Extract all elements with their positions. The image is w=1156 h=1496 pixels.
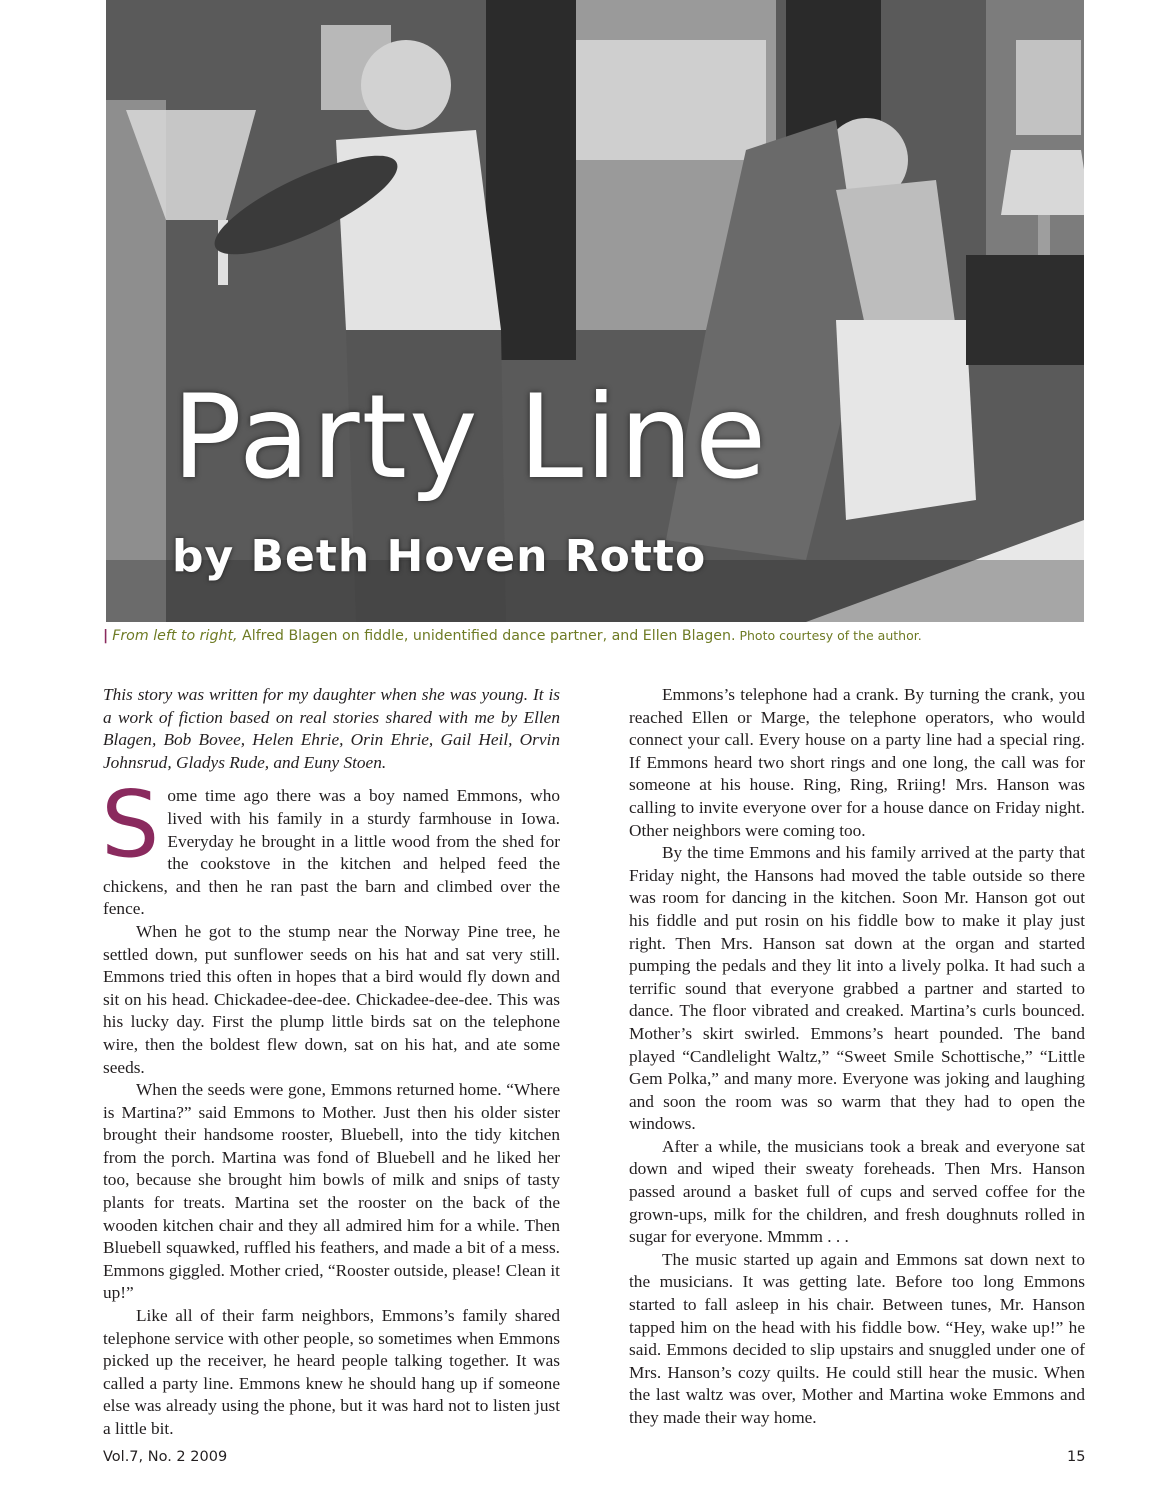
caption-text: Alfred Blagen on fiddle, unidentified dance partner, and Ellen Blagen. xyxy=(237,628,736,644)
caption-credit: Photo courtesy of the author. xyxy=(735,628,922,643)
article-title: Party Line xyxy=(172,370,769,505)
paragraph: The music started up again and Emmons sat down next to the musicians. It was getting late. Before too long Emmons started to fall asleep in his chair. Between tunes, Mr. Hanson tapped him on the head with his fiddle bow. “Hey, wake up!” he said. Emmons decided to slip upstairs and snuggled under one of Mrs. Hanson’s cozy quilts. He could still hear the music. When the last waltz was over, Mother and Martina woke Emmons and they made their way home. xyxy=(629,1249,1085,1427)
paragraph: When the seeds were gone, Emmons returned home. “Where is Martina?” said Emmons to Mother. Just then his older sister brought their handsome rooster, Bluebell, into the tidy kitchen from the porch. Martina was fond of Bluebell and he liked her too, because she brought him bowls of milk and snips of tasty plants for treats. Martina set the rooster on the back of the wooden kitchen chair and they all admired him for a while. Then Bluebell squawked, ruffled his feathers, and made a bit of a mess. Emmons giggled. Mother cried, “Rooster outside, please! Clean it up!” xyxy=(103,1080,560,1303)
caption-bar: | xyxy=(103,628,109,644)
intro-note: This story was written for my daughter when she was young. It is a work of fiction based on real stories shared with me by Ellen Blagen, Bob Bovee, Helen Ehrie, Orin Ehrie, Gail Heil, Orvin Johnsrud, Gladys Rude, and Euny Stoen. xyxy=(103,685,560,772)
paragraph xyxy=(101,771,560,921)
left-column xyxy=(103,684,560,1441)
paragraph: By the time Emmons and his family arrived at the party that Friday night, the Hansons had moved the table outside so there was room for dancing in the kitchen. Soon Mr. Hanson got out his fiddle and put rosin on his fiddle bow to make it play just right. Then Mrs. Hanson sat down at the organ and started pumping the pedals and they lit into a lively polka. It had such a terrific sound that everyone grabbed a partner and started to dance. The floor vibrated and creaked. Martina’s curls bounced. Mother’s skirt swirled. Emmons’s heart pounded. The band played “Candlelight Waltz,” “Sweet Smile Schottische,” “Little Gem Polka,” and many more. Everyone was joking and laughing and soon the room was so warm that they had to open the windows. xyxy=(629,843,1085,1134)
caption-lead: From left to right, xyxy=(112,628,238,644)
photo-caption xyxy=(103,628,1093,644)
paragraph: Like all of their farm neighbors, Emmons’s family shared telephone service with other people, so sometimes when Emmons picked up the receiver, he heard people talking together. It was called a party line. Emmons knew he should hang up if someone else was already using the phone, but it was hard not to listen just a little bit. xyxy=(103,1306,560,1438)
page-number: 15 xyxy=(1067,1449,1086,1465)
paragraph-text: ome time ago there was a boy named Emmons, who lived with his family in a sturdy farmhouse in Iowa. Everyday he brought in a little wood from the shed for the cookstove in the kitchen and helped feed the chickens, and then he ran past the barn and climbed over the fence. xyxy=(103,786,560,919)
article-byline: by Beth Hoven Rotto xyxy=(172,531,707,582)
paragraph: When he got to the stump near the Norway Pine tree, he settled down, put sunflower seeds on his hat and sat very still. Emmons tried this often in hopes that a bird would fly down and sit on his head. Chickadee-dee-dee. Chickadee-dee-dee. This was his lucky day. First the plump little birds sat on the telephone wire, then the boldest flew down, sat on his hat, and ate some seeds. xyxy=(103,921,560,1077)
paragraph: Emmons’s telephone had a crank. By turning the crank, you reached Ellen or Marge, the telephone operators, who would connect your call. Every house on a party line had a special ring. If Emmons heard two short rings and one long, the call was for someone at his house. Ring, Ring, Rriing! Mrs. Hanson was calling to invite everyone over for a house dance on Friday night. Other neighbors were coming too. xyxy=(629,685,1085,840)
paragraph: After a while, the musicians took a break and everyone sat down and wiped their sweaty foreheads. Then Mrs. Hanson passed around a basket full of cups and served coffee for the grown-ups, milk for the children, and fresh doughnuts rolled in sugar for everyone. Mmmm . . . xyxy=(629,1136,1085,1247)
drop-cap: S xyxy=(101,771,160,879)
article-photo xyxy=(106,0,1084,622)
photo-scene xyxy=(106,0,1084,622)
right-column xyxy=(629,684,1085,1430)
issue-info: Vol.7, No. 2 2009 xyxy=(103,1449,228,1465)
